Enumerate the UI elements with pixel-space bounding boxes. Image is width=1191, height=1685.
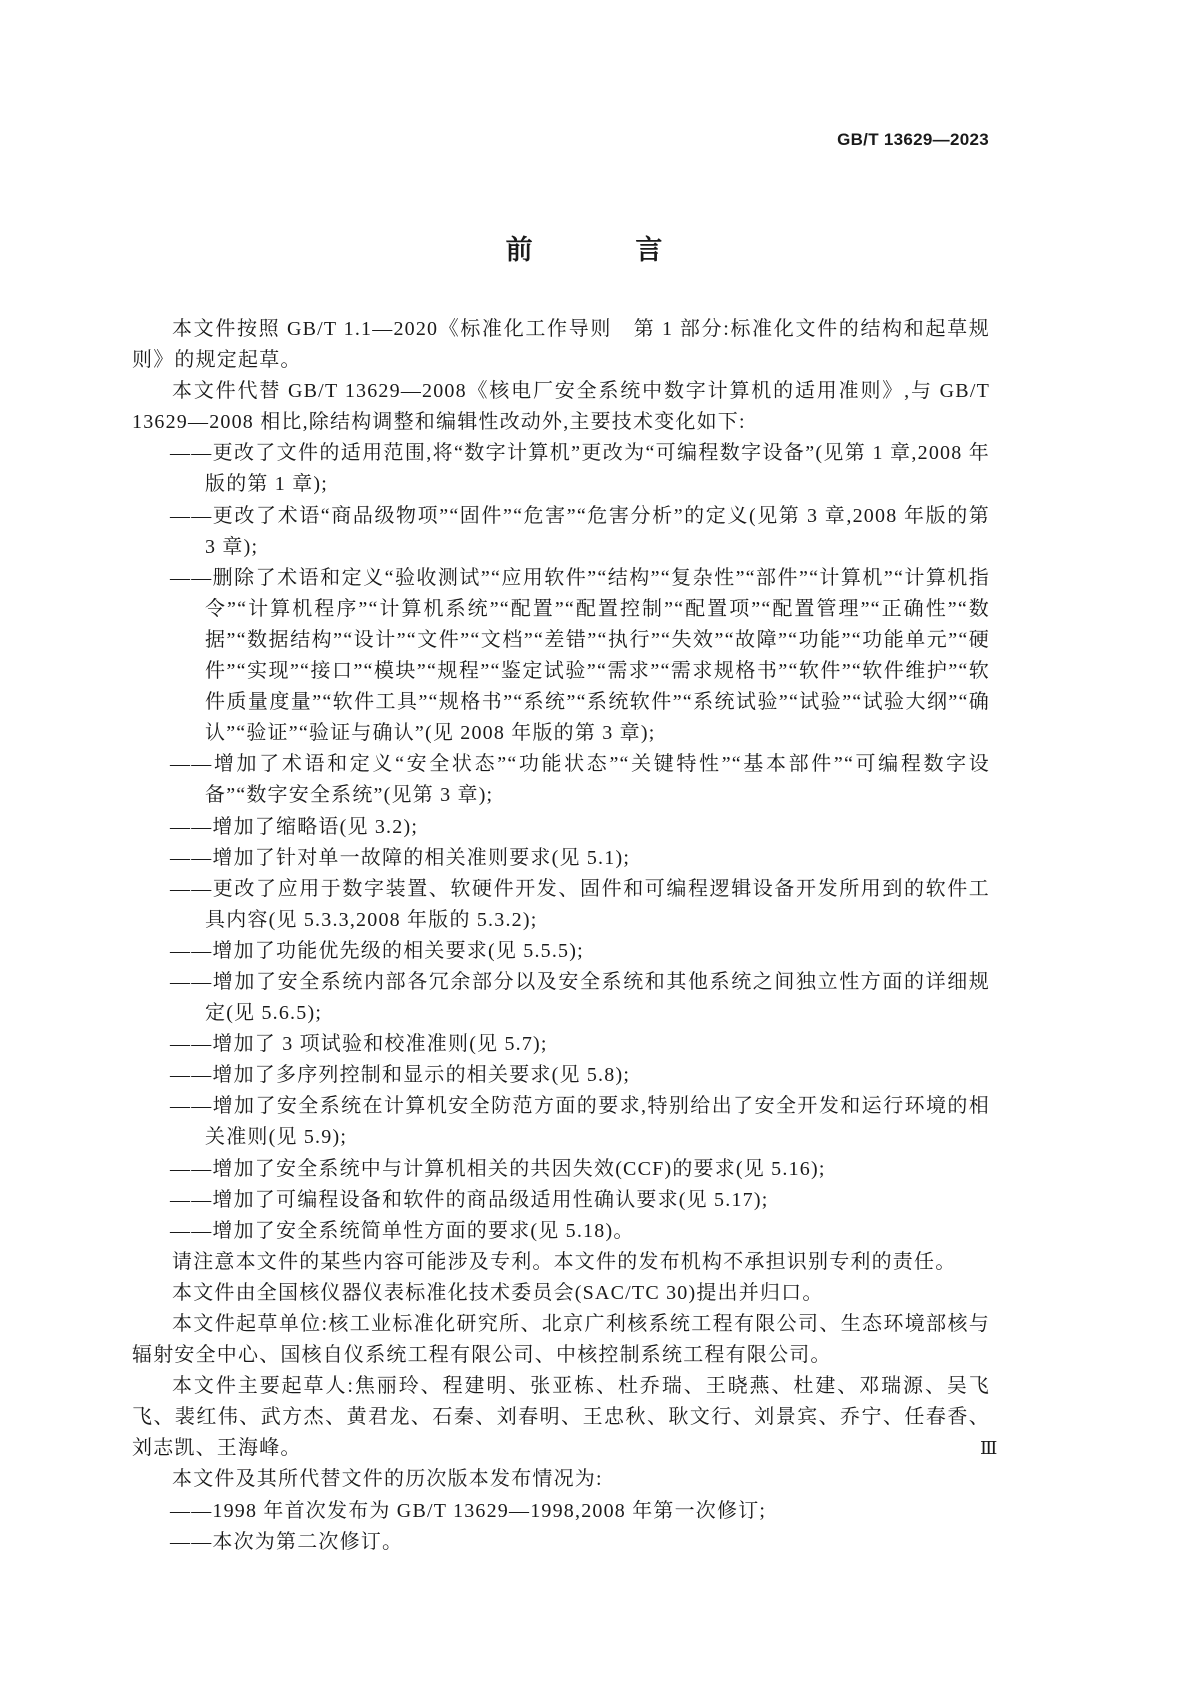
paragraph: 本文件主要起草人:焦丽玲、程建明、张亚栋、杜乔瑞、王晓燕、杜建、邓瑞源、吴飞飞、裴红伟、武方杰、黄君龙、石秦、刘春明、王忠秋、耿文行、刘景宾、乔宁、任春香、刘志凯、王海峰。 <box>132 1375 990 1460</box>
change-list-item: ——增加了安全系统在计算机安全防范方面的要求,特别给出了安全开发和运行环境的相关准则(见 5.9); <box>170 1095 990 1149</box>
change-list-item: ——删除了术语和定义“验收测试”“应用软件”“结构”“复杂性”“部件”“计算机”“计算机指令”“计算机程序”“计算机系统”“配置”“配置控制”“配置项”“配置管理”“正确性”“数据”“数据结构”“设计”“文件”“文档”“差错”“执行”“失效”“故障”“功能”“功能单元”“硬件”“实现”“接口”“模块”“规程”“鉴定试验”“需求”“需求规格书”“软件”“软件维护”“软件质量度量”“软件工具”“规格书”“系统”“系统软件”“系统试验”“试验”“试验大纲”“确认”“验证”“验证与确认”(见 2008 年版的第 3 章); <box>170 566 990 745</box>
change-list-item: ——增加了安全系统中与计算机相关的共因失效(CCF)的要求(见 5.16); <box>170 1157 826 1180</box>
change-list-item: ——更改了文件的适用范围,将“数字计算机”更改为“可编程数字设备”(见第 1 章,2008 年版的第 1 章); <box>170 442 990 496</box>
foreword-body <box>132 314 990 1558</box>
paragraph: 请注意本文件的某些内容可能涉及专利。本文件的发布机构不承担识别专利的责任。 <box>172 1250 957 1273</box>
change-list-item: ——增加了可编程设备和软件的商品级适用性确认要求(见 5.17); <box>170 1188 769 1211</box>
change-list-item: ——增加了针对单一故障的相关准则要求(见 5.1); <box>170 846 631 869</box>
paragraph: 本文件起草单位:核工业标准化研究所、北京广利核系统工程有限公司、生态环境部核与辐射安全中心、国核自仪系统工程有限公司、中核控制系统工程有限公司。 <box>132 1313 990 1367</box>
change-list-item: ——增加了安全系统内部各冗余部分以及安全系统和其他系统之间独立性方面的详细规定(见 5.6.5); <box>170 970 990 1025</box>
change-list-item: ——更改了应用于数字装置、软硬件开发、固件和可编程逻辑设备开发所用到的软件工具内容(见 5.3.3,2008 年版的 5.3.2); <box>170 877 990 931</box>
change-list-item: ——增加了安全系统简单性方面的要求(见 5.18)。 <box>170 1219 635 1242</box>
change-list-item: ——增加了 3 项试验和校准准则(见 5.7); <box>170 1033 548 1056</box>
paragraph: 本文件代替 GB/T 13629—2008《核电厂安全系统中数字计算机的适用准则》,与 GB/T 13629—2008 相比,除结构调整和编辑性改动外,主要技术变化如下: <box>132 380 990 434</box>
change-list-item: ——1998 年首次发布为 GB/T 13629—1998,2008 年第一次修订; <box>170 1499 767 1522</box>
paragraph: 本文件及其所代替文件的历次版本发布情况为: <box>172 1468 603 1491</box>
paragraph: 本文件按照 GB/T 1.1—2020《标准化工作导则 第 1 部分:标准化文件的结构和起草规则》的规定起草。 <box>132 318 990 372</box>
page-title: 前 言 <box>505 235 711 265</box>
change-list-item: ——增加了缩略语(见 3.2); <box>170 815 419 838</box>
page-number: Ⅲ <box>980 1438 998 1458</box>
change-list-item: ——增加了多序列控制和显示的相关要求(见 5.8); <box>170 1064 631 1087</box>
change-list-item: ——增加了术语和定义“安全状态”“功能状态”“关键特性”“基本部件”“可编程数字设备”“数字安全系统”(见第 3 章); <box>170 753 990 807</box>
change-list-item: ——更改了术语“商品级物项”“固件”“危害”“危害分析”的定义(见第 3 章,2008 年版的第 3 章); <box>170 504 990 558</box>
paragraph: 本文件由全国核仪器仪表标准化技术委员会(SAC/TC 30)提出并归口。 <box>172 1281 824 1304</box>
change-list-item: ——增加了功能优先级的相关要求(见 5.5.5); <box>170 939 584 962</box>
change-list-item: ——本次为第二次修订。 <box>170 1530 404 1553</box>
standard-code-header: GB/T 13629—2023 <box>837 130 989 149</box>
